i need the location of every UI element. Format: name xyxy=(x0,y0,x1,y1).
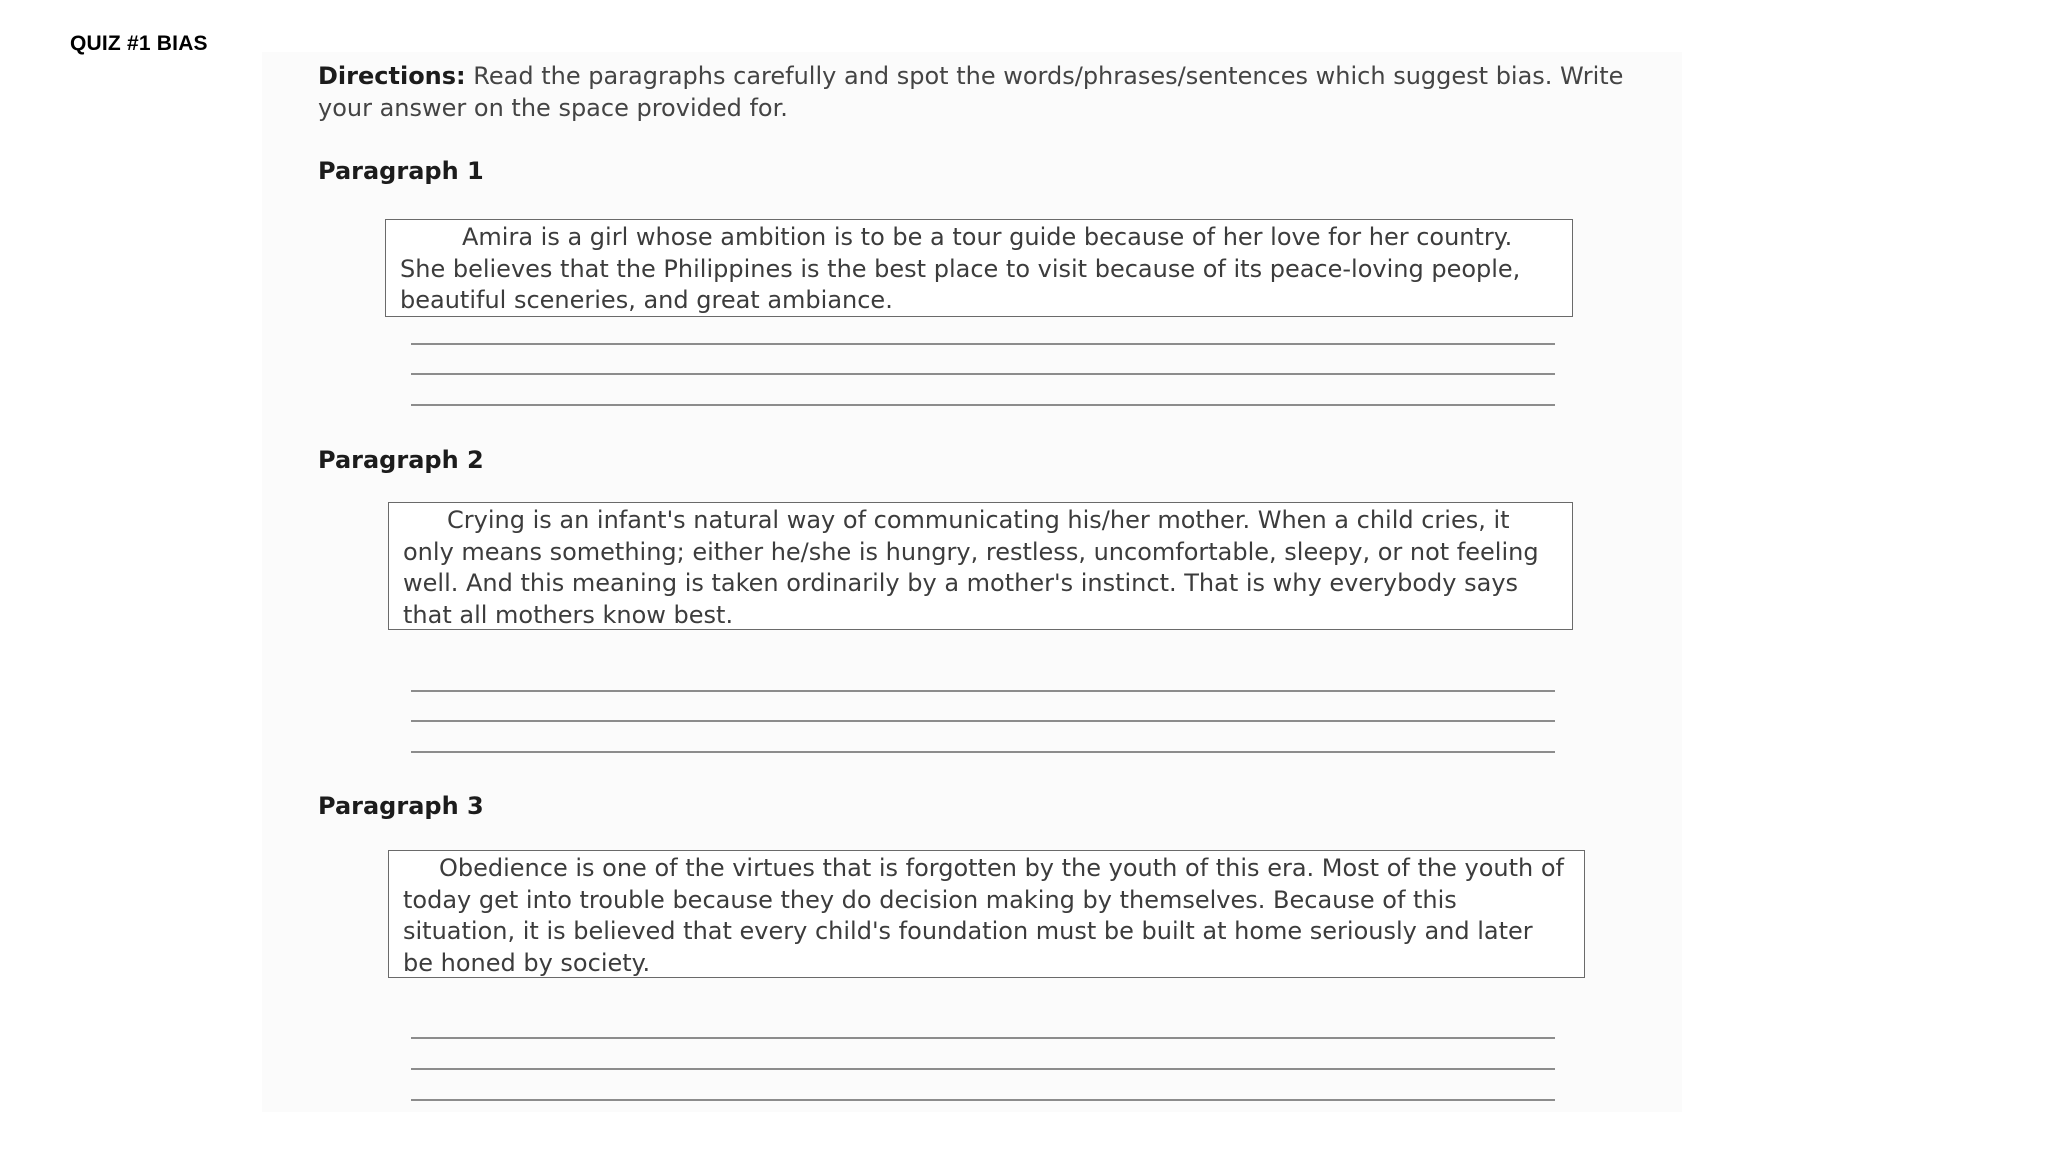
answer-line-3c[interactable] xyxy=(411,1099,1555,1101)
answer-line-1c[interactable] xyxy=(411,404,1555,406)
answer-line-3a[interactable] xyxy=(411,1037,1555,1039)
paragraph-2-box: Crying is an infant's natural way of communicating his/her mother. When a child cries, it only means something; either he/she is hungry, restless, uncomfortable, sleepy, or not feeling well. And this meaning is taken ordinarily by a mother's instinct. That is why everybody says that all mothers know best. xyxy=(388,502,1573,630)
paragraph-3-box: Obedience is one of the virtues that is forgotten by the youth of this era. Most of the youth of today get into trouble because they do decision making by themselves. Because of this situation, it is believed that every child's foundation must be built at home seriously and later be honed by society. xyxy=(388,850,1585,978)
answer-line-2c[interactable] xyxy=(411,751,1555,753)
quiz-title: QUIZ #1 BIAS xyxy=(70,32,208,55)
answer-line-2b[interactable] xyxy=(411,720,1555,722)
answer-line-1b[interactable] xyxy=(411,373,1555,375)
directions-text: Read the paragraphs carefully and spot the words/phrases/sentences which suggest bias. Write your answer on the space provided for. xyxy=(318,62,1624,122)
directions xyxy=(318,60,1678,124)
paragraph-2-heading: Paragraph 2 xyxy=(318,446,484,474)
directions-label: Directions: xyxy=(318,62,466,90)
answer-line-2a[interactable] xyxy=(411,690,1555,692)
paragraph-1-box: Amira is a girl whose ambition is to be a tour guide because of her love for her country. She believes that the Philippines is the best place to visit because of its peace-loving people, beautiful sceneries, and great ambiance. xyxy=(385,219,1573,317)
paragraph-1-heading: Paragraph 1 xyxy=(318,157,484,185)
answer-line-1a[interactable] xyxy=(411,343,1555,345)
paragraph-3-heading: Paragraph 3 xyxy=(318,792,484,820)
answer-line-3b[interactable] xyxy=(411,1068,1555,1070)
